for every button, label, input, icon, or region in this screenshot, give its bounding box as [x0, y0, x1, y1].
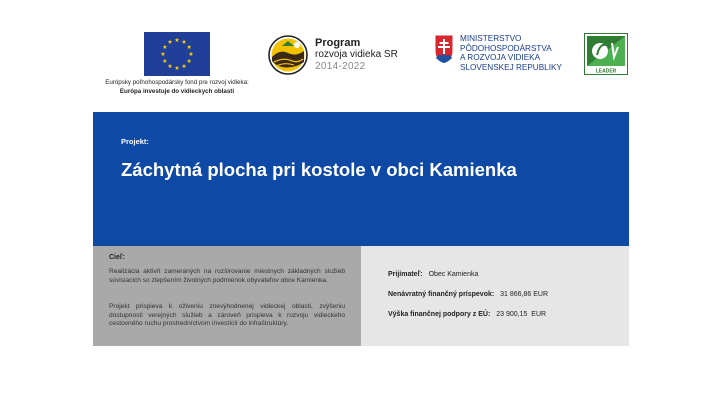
goal-paragraph-2: Projekt prispieva k oživeniu znevýhodnenej vidieckej oblasti, zvýšeniu dostupnosti verejných služieb a zároveň prispieva k rozvoju vidieckeho cestovného ruchu prostredníctvom investícií do infraštruktúry. [109, 303, 345, 328]
recipient-row [388, 271, 478, 278]
eu-caption-line1: Európsky poľnohospodársky fond pre rozvoj vidieka: [105, 79, 249, 86]
grant-value: 31 866,86 EUR [500, 291, 549, 298]
recipient-label: Prijímateľ: [388, 271, 423, 278]
eu-support-value: 23 900,15 EUR [496, 311, 547, 318]
project-banner [93, 112, 629, 246]
goal-label: Cieľ: [109, 254, 125, 261]
recipient-value: Obec Kamienka [428, 271, 479, 278]
eu-support-row [388, 311, 546, 318]
project-title: Záchytná plocha pri kostole v obci Kamienka [121, 159, 517, 180]
grant-row [388, 291, 548, 298]
slovak-crest-icon [434, 34, 454, 64]
eu-logo-block [92, 32, 262, 96]
ministry-line1: MINISTERSTVO [460, 34, 522, 43]
ministry-line2: PÔDOHOSPODÁRSTVA [460, 43, 552, 53]
eu-flag-icon [144, 32, 210, 76]
ministry-line3: A ROZVOJA VIDIEKA [460, 53, 541, 63]
prv-years: 2014-2022 [315, 61, 366, 72]
prv-subtitle: rozvoja vidieka SR [315, 49, 398, 60]
leader-logo-icon [584, 33, 628, 75]
prv-logo-block [268, 33, 398, 77]
eu-caption [92, 79, 262, 96]
goal-paragraph-1: Realizácia aktivít zameraných na rozširovanie miestnych základných služieb súvisiacich so zlepšením životných podmienok obyvateľov obce Kamienka. [109, 268, 345, 284]
grant-label: Nenávratný finančný príspevok: [388, 291, 495, 298]
goal-panel [93, 246, 361, 346]
ministry-logo-block [434, 34, 562, 72]
prv-logo-icon [268, 35, 308, 75]
eu-caption-line2: Európa investuje do vidieckych oblastí [119, 87, 235, 95]
info-panel [361, 246, 629, 346]
ministry-line4: SLOVENSKEJ REPUBLIKY [460, 62, 562, 72]
project-label: Projekt: [121, 137, 149, 146]
eu-support-label: Výška finančnej podpory z EÚ: [388, 311, 491, 318]
leader-logo-text: LEADER [595, 68, 617, 75]
prv-title: Program [315, 37, 361, 49]
